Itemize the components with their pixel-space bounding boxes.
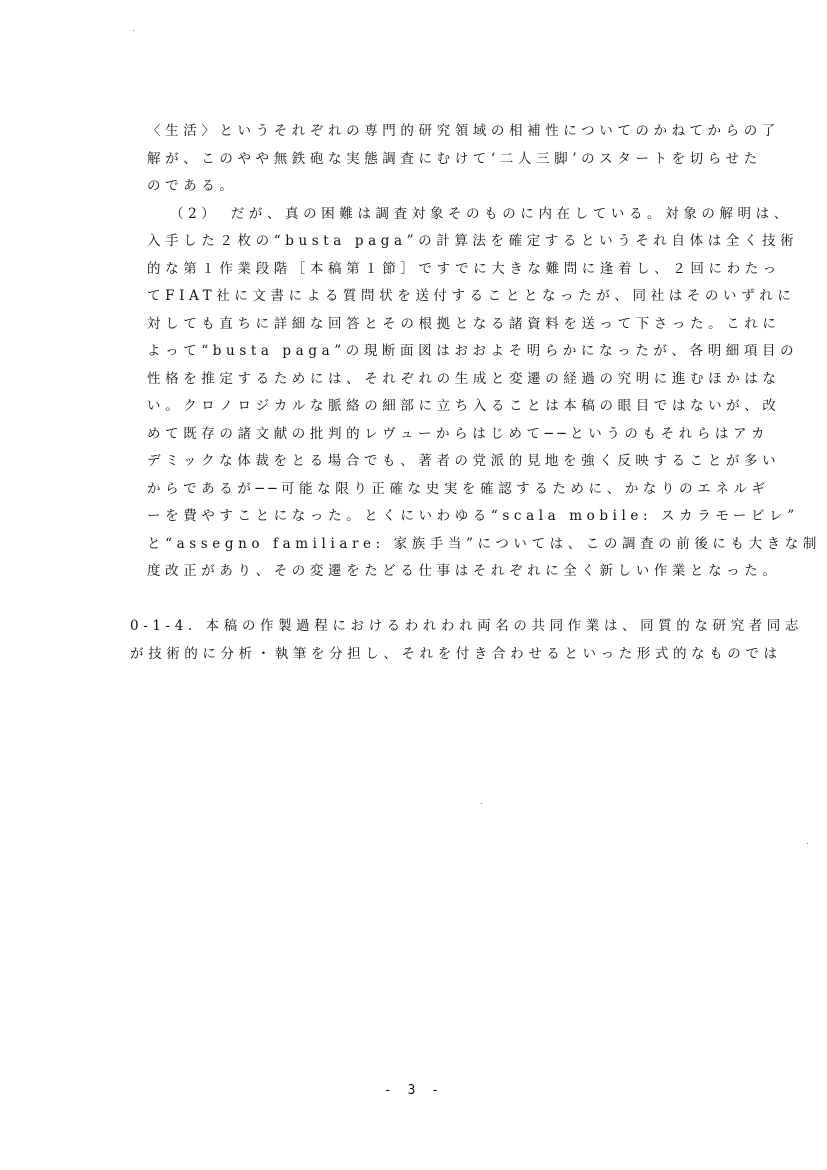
paragraph-1-line-17: 度改正があり、その変遷をたどる仕事はそれぞれに全く新しい作業となった。 [147,563,781,579]
paragraph-1-line-5: 入手した２枚の“busta paga”の計算法を確定するというそれ自体は全く技術 [147,233,799,249]
paragraph-1-line-1: 〈生活〉というそれぞれの専門的研究領域の相補性についてのかねてからの了 [147,123,780,139]
paragraph-1-line-15: ーを費やすことになった。とくにいわゆる“scala mobile: スカラモービレ” [147,508,799,524]
paragraph-1-line-9: よって“busta paga”の現断面図はおおよそ明らかになったが、各明細項目の [147,343,799,359]
paragraph-2-line-1: 0-1-4. 本稿の作製過程におけるわれわれ両名の共同作業は、同質的な研究者同志 [130,618,803,634]
paragraph-2-line-2: が技術的に分析・執筆を分担し、それを付き合わせるといった形式的なものでは [130,646,782,662]
paragraph-1-line-16: と“assegno familiare: 家族手当”については、この調査の前後にも大きな制 [147,536,821,552]
paragraph-1-line-4: （2） だが、真の困難は調査対象そのものに内在している。対象の解明は、 [170,206,792,222]
paragraph-1-line-8: 対しても直ちに詳細な回答とその根拠となる諸資料を送って下さった。これに [147,316,781,332]
paragraph-1-line-13: デミックな体裁をとる場合でも、著者の党派的見地を強く反映することが多い [147,453,781,469]
paragraph-1-line-7: てFIAT社に文書による質問状を送付することとなったが、同社はそのいずれに [147,288,796,304]
scan-speck [481,803,482,804]
paragraph-1-line-6: 的な第１作業段階［本稿第１節］ですでに大きな難問に逢着し、２回にわたっ [147,261,781,277]
scan-speck [133,30,134,31]
paragraph-1-line-12: めて既存の諸文献の批判的レヴューからはじめて──というのもそれらはアカ [147,426,770,442]
paragraph-1-line-14: からであるが──可能な限り正確な史実を確認するために、かなりのエネルギ [147,481,770,497]
page-number: - 3 - [383,1083,444,1098]
paragraph-1-line-3: のである。 [147,178,238,194]
paragraph-1-line-2: 解が、このやや無鉄砲な実態調査にむけて‘二人三脚’のスタートを切らせた [147,151,762,167]
paragraph-1-line-10: 性格を推定するためには、それぞれの生成と変遷の経過の究明に進むほかはな [147,371,781,387]
paragraph-1-line-11: い。クロノロジカルな脈絡の細部に立ち入ることは本稿の眼目ではないが、改 [147,398,781,414]
scan-speck [807,843,808,844]
